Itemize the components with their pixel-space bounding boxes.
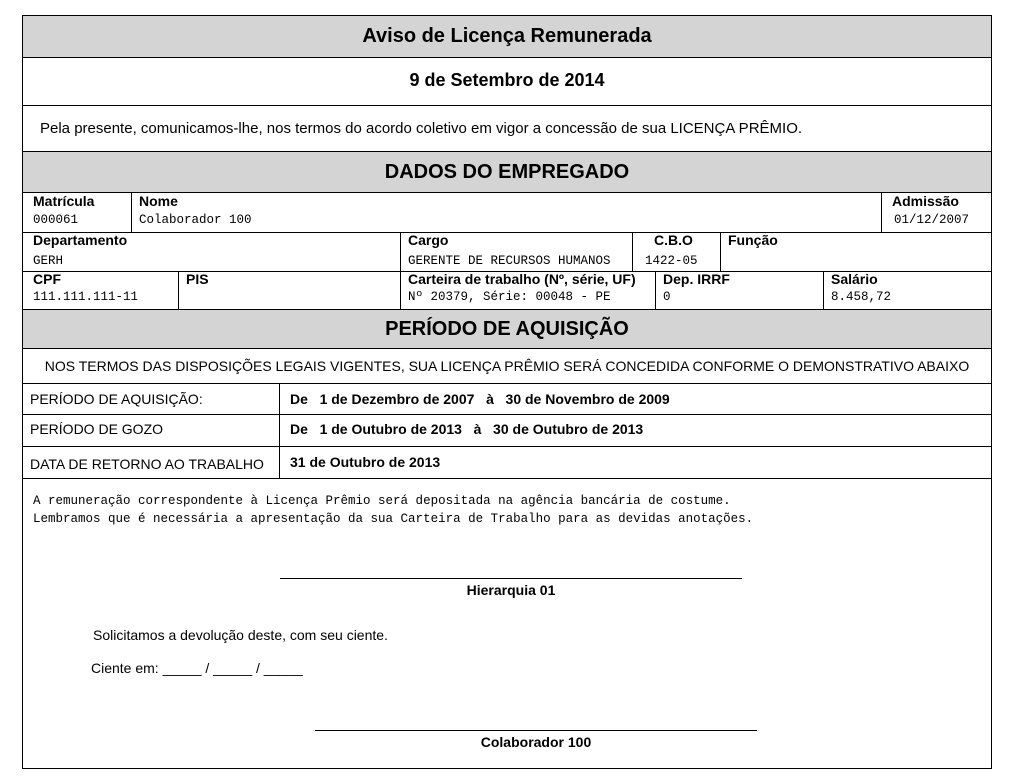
dep-irrf-label: Dep. IRRF xyxy=(663,271,730,287)
divider xyxy=(23,446,991,447)
departamento-value: GERH xyxy=(33,254,64,268)
divider xyxy=(23,105,991,106)
cpf-value: 111.111.111-11 xyxy=(33,290,139,304)
salario-value: 8.458,72 xyxy=(831,290,892,304)
signature-line xyxy=(315,730,757,731)
cbo-label: C.B.O xyxy=(654,232,693,248)
ctps-reminder-text: Lembramos que é necessária a apresentação da sua Carteira de Trabalho para as devidas anotações. xyxy=(33,512,754,526)
divider xyxy=(823,271,824,309)
funcao-label: Função xyxy=(728,232,778,248)
cpf-label: CPF xyxy=(33,271,61,287)
cargo-label: Cargo xyxy=(408,232,449,248)
ciente-date-line: Ciente em: _____ / _____ / _____ xyxy=(91,660,303,676)
period-row-label: PERÍODO DE GOZO xyxy=(30,421,164,437)
ctps-label: Carteira de trabalho (Nº, série, UF) xyxy=(408,271,636,287)
period-row-value: 31 de Outubro de 2013 xyxy=(290,454,441,470)
hierarchy-signature-name: Hierarquia 01 xyxy=(466,582,556,598)
employee-section-title: DADOS DO EMPREGADO xyxy=(23,151,991,193)
leave-notice-document xyxy=(22,15,992,769)
period-row-label: DATA DE RETORNO AO TRABALHO xyxy=(30,456,264,472)
document-title: Aviso de Licença Remunerada xyxy=(23,16,991,58)
divider xyxy=(655,271,656,309)
document-date: 9 de Setembro de 2014 xyxy=(409,70,605,90)
return-request-text: Solicitamos a devolução deste, com seu ciente. xyxy=(93,627,388,643)
remuneration-text: A remuneração correspondente à Licença Prêmio será depositada na agência bancária de costume. xyxy=(33,494,731,508)
pis-label: PIS xyxy=(186,271,209,287)
cargo-value: GERENTE DE RECURSOS HUMANOS xyxy=(408,254,611,268)
divider xyxy=(279,383,280,478)
nome-value: Colaborador 100 xyxy=(139,213,252,227)
period-section-title: PERÍODO DE AQUISIÇÃO xyxy=(23,309,991,349)
divider xyxy=(400,232,401,271)
divider xyxy=(131,192,132,232)
period-row-value: De 1 de Outubro de 2013 à 30 de Outubro de 2013 xyxy=(290,421,644,437)
salario-label: Salário xyxy=(831,271,878,287)
admissao-value: 01/12/2007 xyxy=(894,213,970,227)
period-notice: NOS TERMOS DAS DISPOSIÇÕES LEGAIS VIGENTES, SUA LICENÇA PRÊMIO SERÁ CONCEDIDA CONFORME O DEMONSTRATIVO ABAIXO xyxy=(44,358,970,374)
admissao-label: Admissão xyxy=(892,193,959,209)
divider xyxy=(23,414,991,415)
signature-line xyxy=(280,578,742,579)
divider xyxy=(23,478,991,479)
period-row-label: PERÍODO DE AQUISIÇÃO: xyxy=(30,391,203,407)
period-row-value: De 1 de Dezembro de 2007 à 30 de Novembro de 2009 xyxy=(290,391,670,407)
divider xyxy=(720,232,721,271)
departamento-label: Departamento xyxy=(33,232,128,248)
divider xyxy=(23,232,991,233)
ctps-value: Nº 20379, Série: 00048 - PE xyxy=(408,290,611,304)
matricula-value: 000061 xyxy=(33,213,79,227)
divider xyxy=(632,232,633,271)
divider xyxy=(178,271,179,309)
employee-signature-name: Colaborador 100 xyxy=(480,734,592,750)
intro-text: Pela presente, comunicamos-lhe, nos termos do acordo coletivo em vigor a concessão de sua LICENÇA PRÊMIO. xyxy=(40,120,803,137)
dep-irrf-value: 0 xyxy=(663,290,671,304)
cbo-value: 1422-05 xyxy=(645,254,698,268)
nome-label: Nome xyxy=(139,193,178,209)
divider xyxy=(881,192,882,232)
divider xyxy=(23,383,991,384)
matricula-label: Matrícula xyxy=(33,193,95,209)
divider xyxy=(400,271,401,309)
